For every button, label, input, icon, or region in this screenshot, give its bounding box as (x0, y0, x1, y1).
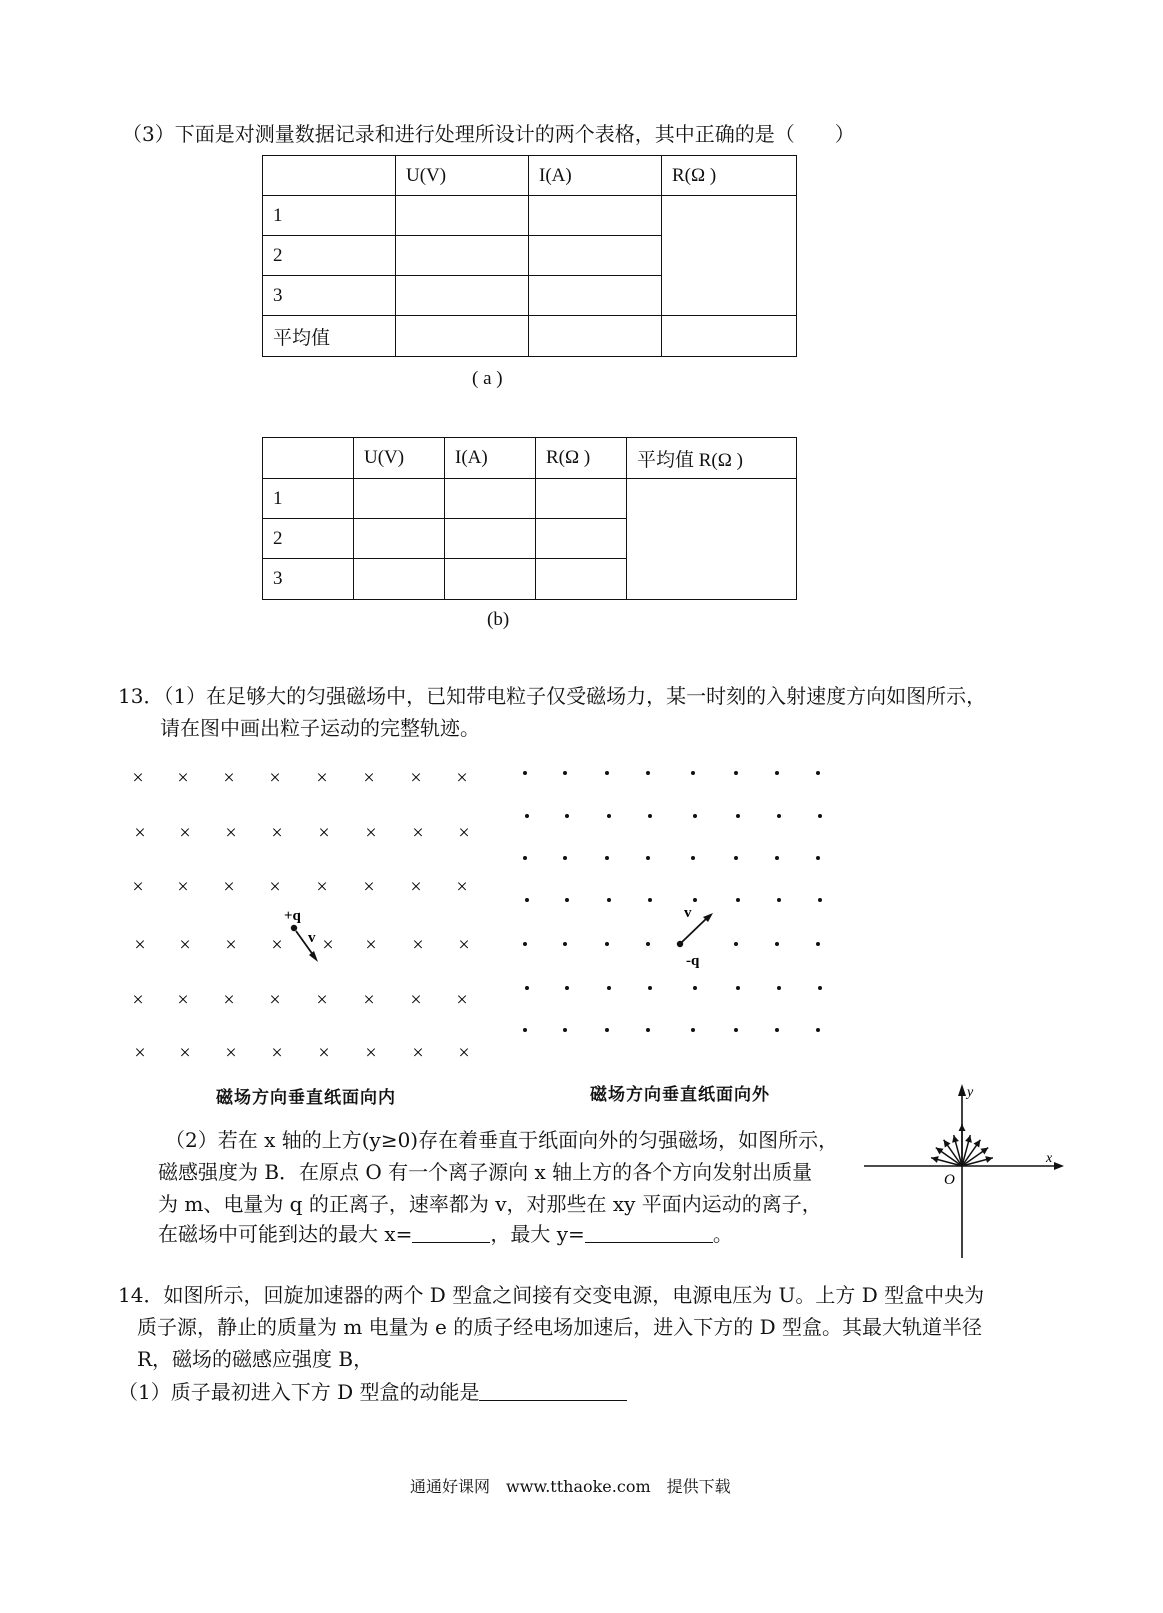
field-dot-symbol (734, 942, 738, 946)
velocity-arrowhead-left (309, 951, 318, 962)
field-dot-symbol (648, 986, 652, 990)
y-axis-label: y (967, 1085, 974, 1100)
field-cross-symbol: × (365, 822, 377, 844)
q13-line2: 请在图中画出粒子运动的完整轨迹。 (160, 716, 480, 740)
field-dot-symbol (525, 898, 529, 902)
origin-label: O (944, 1172, 955, 1188)
table-b-header-average: 平均值 R(Ω ) (627, 438, 797, 479)
table-b-header-current: I(A) (445, 438, 536, 479)
field-cross-symbol: × (179, 1042, 191, 1064)
table-b-caption: (b) (487, 609, 510, 630)
field-dot-symbol (691, 1028, 695, 1032)
q14-line2: 质子源，静止的质量为 m 电量为 e 的质子经电场加速后，进入下方的 D 型盒。其最大轨道半径 (137, 1315, 982, 1339)
field-cross-symbol: × (318, 1042, 330, 1064)
field-dot-symbol (523, 1028, 527, 1032)
field-into-page-grid (132, 767, 469, 1064)
table-a-caption: ( a ) (472, 368, 503, 389)
q13-line1: 13．（1）在足够大的匀强磁场中，已知带电粒子仅受磁场力，某一时刻的入射速度方向如图所示， (118, 684, 987, 708)
field-dot-symbol (607, 986, 611, 990)
field-dot-symbol (691, 771, 695, 775)
field-cross-symbol: × (134, 1042, 146, 1064)
field-dot-symbol (775, 771, 779, 775)
field-dot-symbol (775, 856, 779, 860)
field-dot-symbol (734, 771, 738, 775)
field-dot-symbol (818, 898, 822, 902)
table-a-row-label: 3 (263, 276, 396, 316)
field-dot-symbol (777, 814, 781, 818)
field-cross-symbol: × (316, 989, 328, 1011)
velocity-label-left: v (308, 930, 316, 946)
field-dot-symbol (775, 1028, 779, 1032)
field-dot-symbol (693, 898, 697, 902)
q14-line3: R，磁场的磁感应强度 B， (137, 1347, 374, 1371)
field-dot-symbol (777, 898, 781, 902)
fan-arrowhead (965, 1135, 972, 1143)
field-cross-symbol: × (179, 822, 191, 844)
field-dot-symbol (646, 856, 650, 860)
max-x-prompt: 在磁场中可能到达的最大 x= (158, 1222, 413, 1246)
fan-arrowhead (944, 1140, 951, 1148)
field-dot-symbol (816, 1028, 820, 1032)
field-dot-symbol (607, 814, 611, 818)
y-axis-arrowhead (958, 1084, 966, 1096)
line-end-punct: 。 (712, 1222, 733, 1246)
field-cross-symbol: × (269, 989, 281, 1011)
max-y-answer-blank[interactable] (585, 1220, 713, 1243)
field-cross-symbol: × (271, 1042, 283, 1064)
q13-part2-line2: 磁感强度为 B．在原点 O 有一个离子源向 x 轴上方的各个方向发射出质量 (158, 1160, 813, 1184)
ion-source-axes-diagram (864, 1084, 1064, 1258)
q13-part2-line4 (158, 1218, 733, 1250)
field-cross-symbol: × (316, 876, 328, 898)
field-cross-symbol: × (365, 1042, 377, 1064)
fan-arrowhead (952, 1135, 959, 1143)
table-b-row-label: 1 (263, 479, 354, 519)
field-out-caption: 磁场方向垂直纸面向外 (590, 1085, 770, 1105)
field-dot-symbol (734, 1028, 738, 1032)
field-cross-symbol: × (225, 934, 237, 956)
field-dot-symbol (736, 814, 740, 818)
positive-charge-particle (284, 908, 318, 962)
field-cross-symbol: × (318, 822, 330, 844)
field-cross-symbol: × (458, 1042, 470, 1064)
table-a-row-label: 2 (263, 236, 396, 276)
x-axis-label: x (1046, 1151, 1053, 1166)
field-cross-symbol: × (363, 767, 375, 789)
field-dot-symbol (565, 898, 569, 902)
table-b-row-label: 2 (263, 519, 354, 559)
field-cross-symbol: × (365, 934, 377, 956)
table-a-header-current: I(A) (529, 156, 662, 196)
field-dot-symbol (563, 1028, 567, 1032)
field-dot-symbol (565, 814, 569, 818)
field-dot-symbol (816, 771, 820, 775)
field-dot-symbol (775, 942, 779, 946)
field-dot-symbol (816, 942, 820, 946)
field-cross-symbol: × (177, 767, 189, 789)
max-y-prompt: ，最大 y= (490, 1222, 585, 1246)
field-cross-symbol: × (132, 989, 144, 1011)
table-a-header-voltage: U(V) (396, 156, 529, 196)
q14-sub1 (118, 1376, 627, 1408)
field-dot-symbol (693, 986, 697, 990)
field-cross-symbol: × (223, 876, 235, 898)
field-dot-symbol (734, 856, 738, 860)
field-dot-symbol (648, 898, 652, 902)
field-dot-symbol (523, 856, 527, 860)
field-dot-symbol (525, 986, 529, 990)
fan-arrowhead (931, 1156, 939, 1163)
field-dot-symbol (648, 814, 652, 818)
field-dot-symbol (605, 771, 609, 775)
field-dot-symbol (563, 771, 567, 775)
field-cross-symbol: × (363, 876, 375, 898)
field-cross-symbol: × (410, 989, 422, 1011)
field-dot-symbol (693, 814, 697, 818)
field-cross-symbol: × (412, 1042, 424, 1064)
table-a-row-label: 1 (263, 196, 396, 236)
field-out-of-page-grid (523, 771, 822, 1032)
field-cross-symbol: × (316, 767, 328, 789)
field-dot-symbol (777, 986, 781, 990)
field-cross-symbol: × (410, 876, 422, 898)
fan-arrowhead (973, 1140, 980, 1148)
field-cross-symbol: × (225, 822, 237, 844)
field-cross-symbol: × (410, 767, 422, 789)
table-a-row-label: 平均值 (263, 316, 396, 357)
field-dot-symbol (563, 856, 567, 860)
kinetic-energy-answer-blank[interactable] (479, 1378, 627, 1401)
field-dot-symbol (523, 942, 527, 946)
field-dot-symbol (563, 942, 567, 946)
field-cross-symbol: × (223, 989, 235, 1011)
field-dot-symbol (605, 942, 609, 946)
field-cross-symbol: × (269, 876, 281, 898)
x-axis-arrowhead (1054, 1162, 1064, 1170)
field-cross-symbol: × (322, 934, 334, 956)
field-cross-symbol: × (271, 934, 283, 956)
part3-question: （3）下面是对测量数据记录和进行处理所设计的两个表格，其中正确的是（ ） (122, 122, 855, 146)
field-dot-symbol (818, 986, 822, 990)
field-cross-symbol: × (179, 934, 191, 956)
field-cross-symbol: × (456, 876, 468, 898)
field-dot-symbol (523, 771, 527, 775)
field-cross-symbol: × (456, 767, 468, 789)
fan-arrowhead (985, 1156, 993, 1163)
field-dot-symbol (646, 1028, 650, 1032)
negative-charge-label: -q (686, 953, 700, 969)
fan-arrowhead (936, 1148, 944, 1155)
field-dot-symbol (736, 898, 740, 902)
positive-charge-label: +q (284, 908, 301, 924)
field-cross-symbol: × (269, 767, 281, 789)
field-cross-symbol: × (412, 822, 424, 844)
negative-charge-particle (677, 905, 713, 969)
field-dot-symbol (605, 1028, 609, 1032)
field-cross-symbol: × (271, 822, 283, 844)
field-cross-symbol: × (177, 876, 189, 898)
table-b-header-resistance: R(Ω ) (536, 438, 627, 479)
field-dot-symbol (736, 986, 740, 990)
q13-part2-line3: 为 m、电量为 q 的正离子，速率都为 v，对那些在 xy 平面内运动的离子， (158, 1192, 822, 1216)
field-cross-symbol: × (456, 989, 468, 1011)
velocity-label-right: v (684, 905, 692, 921)
field-cross-symbol: × (363, 989, 375, 1011)
table-b-row-label: 3 (263, 559, 354, 600)
q14-sub1-prompt: （1）质子最初进入下方 D 型盒的动能是 (118, 1380, 480, 1404)
positive-charge-dot (291, 925, 297, 931)
field-dot-symbol (605, 856, 609, 860)
velocity-fan (931, 1124, 993, 1166)
table-a-header-resistance: R(Ω ) (662, 156, 797, 196)
table-b-header-voltage: U(V) (354, 438, 445, 479)
field-cross-symbol: × (412, 934, 424, 956)
field-cross-symbol: × (132, 876, 144, 898)
q14-line1: 14．如图所示，回旋加速器的两个 D 型盒之间接有交变电源，电源电压为 U。上方 D 型盒中央为 (118, 1283, 985, 1307)
field-cross-symbol: × (458, 934, 470, 956)
field-dot-symbol (646, 771, 650, 775)
fan-arrowhead (959, 1124, 966, 1131)
field-into-caption: 磁场方向垂直纸面向内 (216, 1088, 396, 1108)
field-cross-symbol: × (134, 934, 146, 956)
field-dot-symbol (818, 814, 822, 818)
fan-arrowhead (980, 1148, 988, 1155)
page-footer: 通通好课网 www.tthaoke.com 提供下载 (410, 1477, 731, 1496)
field-cross-symbol: × (177, 989, 189, 1011)
field-cross-symbol: × (134, 822, 146, 844)
max-x-answer-blank[interactable] (412, 1220, 490, 1243)
q13-part2-line1: （2）若在 x 轴的上方(y≥0)存在着垂直于纸面向外的匀强磁场，如图所示， (165, 1128, 839, 1152)
field-dot-symbol (565, 986, 569, 990)
field-dot-symbol (691, 856, 695, 860)
field-dot-symbol (525, 814, 529, 818)
field-cross-symbol: × (225, 1042, 237, 1064)
field-cross-symbol: × (223, 767, 235, 789)
field-dot-symbol (816, 856, 820, 860)
field-cross-symbol: × (458, 822, 470, 844)
field-cross-symbol: × (132, 767, 144, 789)
field-dot-symbol (607, 898, 611, 902)
field-dot-symbol (646, 942, 650, 946)
